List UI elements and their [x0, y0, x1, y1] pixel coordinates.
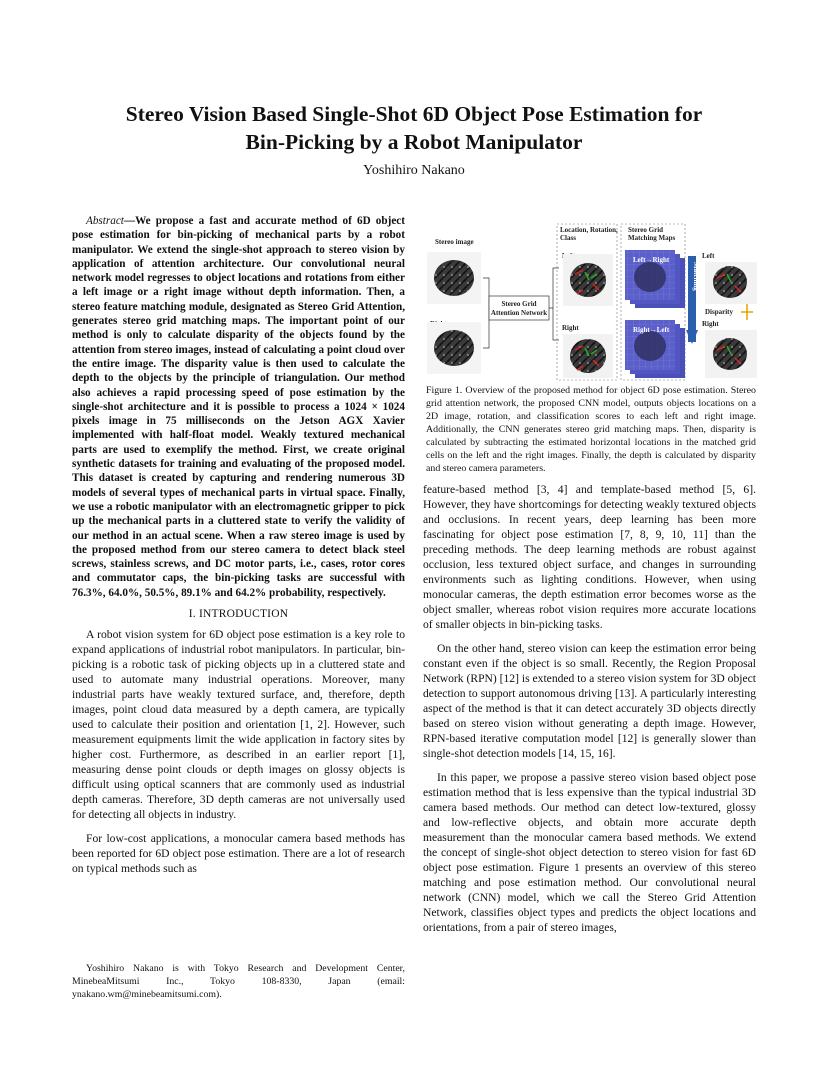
abstract-text: —We propose a fast and accurate method of 6D object pose estimation for bin-picking of mechanical parts by a robot manipulator. We extend the single-shot approach to stereo vision by application of attention architecture. Our convolutional neural network model regresses to object locations and rotations from either a left image or a right image without depth information. Then, a stereo feature matching module, designated as Stereo Grid Attention, generates stereo grid matching maps. The important point of our method is only to calculate disparity of the objects found by the attention from stereo images, instead of calculating a point cloud over the entire image. The disparity value is then used to calculate the depth to the objects by the principle of triangulation. Our method also achieves a rapid processing speed of pose estimation by the single-shot architecture and it is possible to process a 1024 × 1024 pixels image in 75 milliseconds on the Jetson AGX Xavier implemented with half-float model. Weakly textured mechanical parts are used to exemplify the method. First, we create original synthetic datasets for training and evaluating of the proposed model. This dataset is created by capturing and rendering numerous 3D models of several types of mechanical parts in virtual space. Finally, we use a robotic manipulator with an electromagnetic gripper to pick up the mechanical parts in a cluttered state to verify the validity of our method in an actual scene. When a raw stereo image is used by the proposed method from our stereo camera to detect black steel screws, stainless screws, and DC motor parts, i.e., cases, rotor cores and commutator caps, the bin-picking tasks are successful with 76.3%, 64.0%, 50.5%, 89.1% and 64.2% probability, respectively. — [72, 215, 405, 599]
input-left-image — [427, 252, 481, 304]
fig-out-left-label: Left — [702, 252, 715, 260]
fig-matching-bar-label: Matching — [692, 262, 700, 291]
fig-network-label-2: Attention Network — [490, 309, 548, 317]
matching-bar — [686, 256, 700, 344]
fig-map-lr-label: Left→Right — [633, 256, 670, 264]
figure-1 — [423, 222, 761, 382]
section-heading-introduction: I. INTRODUCTION — [188, 608, 289, 621]
paper-title — [60, 100, 768, 156]
author-name: Yoshihiro Nakano — [363, 163, 465, 178]
abstract — [72, 214, 405, 600]
left-paragraph-1: A robot vision system for 6D object pose estimation is a key role to expand applications of industrial robot manipulators. In particular, bin-picking is a robotic task of picking objects up in a cluttered state and used to automate many industrial operations. Moreover, many industrial parts have weakly textured surface, and, therefore, depth images, point cloud data measured by a depth camera, are typically used to calculate their position and orientation [1, 2]. However, such measurement equipments limit the wide application in factory sites by higher cost. Furthermore, as described in an earlier report [1], measuring dense point clouds or depth images on glossy objects is difficult using optical scanners that are commonly used as industrial depth cameras. Therefore, 3D depth cameras are not universally used for detecting all objects in industry. — [72, 628, 405, 822]
fig-location-label-1: Location, Rotation, — [560, 226, 618, 234]
fig-out-right-label: Right — [702, 320, 719, 328]
fig-matching-label-2: Matching Maps — [628, 234, 676, 242]
right-paragraph-2: On the other hand, stereo vision can keep the estimation error being constant even if the object is so small. Recently, the Region Proposal Network (RPN) [12] is extended to a stereo vision system for 3D object detection to support autonomous driving [13]. A particularly interesting aspect of the method is that it can detect accurately 3D objects directly based on stereo vision without generating a depth image. However, RPN-based iterative computation model [12] is generally slower than single-shot detection models [14, 15, 16]. — [423, 642, 756, 760]
footnote-block — [72, 962, 405, 1001]
fig-network-label-1: Stereo Grid — [501, 300, 537, 308]
title-line-2: Bin-Picking by a Robot Manipulator — [245, 130, 583, 154]
pose-right-image — [563, 334, 613, 378]
title-line-1: Stereo Vision Based Single-Shot 6D Object Pose Estimation for — [125, 102, 703, 126]
right-paragraph-3: In this paper, we propose a passive stereo vision based object pose estimation method that is less expensive than the typical industrial 3D camera based methods. Our method can detect low-textured, glossy and low-reflective objects, and obtain more accurate depth measurement than the monocular camera based methods. We extend the concept of single-shot object detection to stereo vision for fast 6D object pose estimation. Figure 1 presents an overview of this stereo matching and pose estimation method. Our convolutional neural network (CNN) model, which we call the Stereo Grid Attention Network, classifies object types and predicts the object locations and orientations, from a pair of stereo images, — [423, 771, 756, 934]
left-column — [72, 214, 405, 876]
fig-pose-right-label: Right — [562, 324, 579, 332]
fig-location-label-2: Class — [560, 234, 576, 242]
left-paragraph-2: For low-cost applications, a monocular camera based methods has been reported for 6D object pose estimation. There are a lot of research on typical methods such as — [72, 832, 405, 876]
fig-disparity-label: Disparity — [705, 308, 733, 316]
input-right-image — [427, 322, 481, 374]
fig-matching-label-1: Stereo Grid — [628, 226, 664, 234]
fig-stereo-image-label: Stereo image — [435, 238, 474, 246]
author-footnote: Yoshihiro Nakano is with Tokyo Research and Development Center, MinebeaMitsumi Inc., Tokyo 108-8330, Japan (email: ynakano.wm@minebeamitsumi.com). — [72, 963, 405, 1000]
output-left-image — [705, 262, 757, 304]
right-paragraph-1: feature-based method [3, 4] and template-based method [5, 6]. However, they have shortcomings for detecting weakly textured objects and occlusions. In recent years, deep learning has been more fascinating for object pose estimation [7, 8, 9, 10, 11] than the preceding methods. The deep learning methods are robust against occlusion, less textured object surface, and changes in surrounding environments such as lighting conditions. However, when using monocular cameras, the depth estimation error becomes worse as the object smaller, whereas robot vision requires more accurate locations of smaller objects in bin-picking tasks. — [423, 483, 756, 631]
right-column — [423, 482, 756, 935]
figure-1-caption: Figure 1. Overview of the proposed method for object 6D pose estimation. Stereo grid attention network, the proposed CNN model, outputs objects locations on a 2D image, rotation, and classification scores to each left and right image. Additionally, the CNN generates stereo grid matching maps. Then, disparity is calculated by subtracting the estimated horizontal locations in the matched grid cells on the left and the right images. Finally, the depth is calculated by disparity and stereo camera parameters. — [426, 385, 756, 474]
network-box — [489, 296, 549, 320]
output-right-image — [705, 330, 757, 378]
fig-map-rl-label: Right→Left — [633, 326, 670, 334]
pose-left-image — [563, 254, 613, 306]
abstract-label: Abstract — [86, 215, 124, 227]
